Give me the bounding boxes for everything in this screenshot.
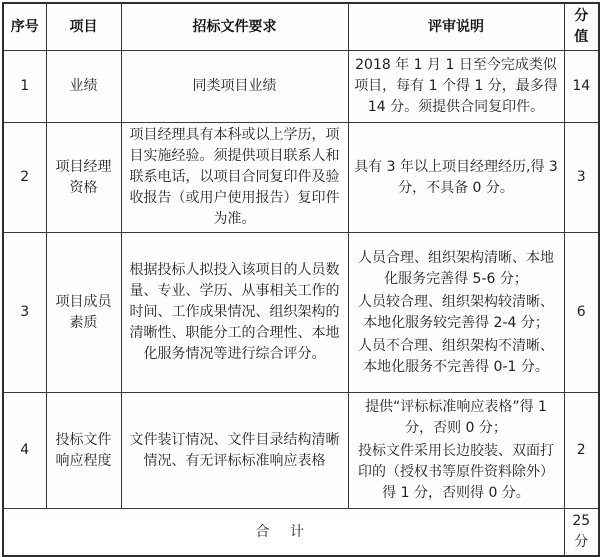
- review-paragraph: 人员合理、组织架构清晰、本地化服务完善得 5-6 分；: [358, 249, 554, 287]
- table-row-1: [3, 51, 599, 123]
- header-cell-requirement: 招标文件要求: [121, 3, 348, 51]
- no-cell: 4: [3, 393, 46, 509]
- table-row-3: [3, 233, 599, 393]
- item-cell: 投标文件响应程度: [46, 393, 121, 509]
- item-cell: 业绩: [46, 51, 121, 123]
- header-cell-no: 序号: [3, 3, 46, 51]
- table-row-2: [3, 123, 599, 233]
- review-cell: [348, 393, 564, 509]
- no-cell: 3: [3, 233, 46, 393]
- review-paragraph: 2018 年 1 月 1 日至今完成类似项目，每有 1 个得 1 分，最多得 14 分。须提供合同复印件。: [354, 57, 558, 115]
- score-cell: 2: [564, 393, 599, 509]
- item-cell: 项目成员素质: [46, 233, 121, 393]
- review-cell: [348, 233, 564, 393]
- requirement-cell: 同类项目业绩: [121, 51, 348, 123]
- score-cell: 3: [564, 123, 599, 233]
- review-paragraph: 投标文件采用长边胶装、双面打印的（授权书等原件资料除外）得 1 分，否则得 0 分。: [358, 443, 554, 501]
- header-cell-item: 项目: [46, 3, 121, 51]
- table-row-4: [3, 393, 599, 509]
- review-cell: [348, 51, 564, 123]
- item-cell: 项目经理资格: [46, 123, 121, 233]
- review-paragraph: 人员较合理、组织架构较清晰、本地化服务较完善得 2-4 分；: [358, 293, 554, 331]
- review-paragraph: 具有 3 年以上项目经理经历,得 3 分，不具备 0 分。: [354, 158, 558, 196]
- total-label-cell: 合 计: [3, 509, 564, 557]
- evaluation-criteria-table: [2, 2, 600, 557]
- score-cell: 14: [564, 51, 599, 123]
- total-row: [3, 509, 599, 557]
- header-cell-score: 分值: [564, 3, 599, 51]
- total-score-cell: 25 分: [564, 509, 599, 557]
- requirement-cell: 文件装订情况、文件目录结构清晰情况、有无评标标准响应表格: [121, 393, 348, 509]
- review-paragraph: 人员不合理、组织架构不清晰、本地化服务不完善得 0-1 分。: [358, 337, 554, 375]
- requirement-cell: 项目经理具有本科或以上学历，项目实施经验。须提供项目联系人和联系电话，以项目合同复印件及验收报告（或用户使用报告）复印件为准。: [121, 123, 348, 233]
- no-cell: 2: [3, 123, 46, 233]
- review-paragraph: 提供“评标标准响应表格”得 1 分，否则 0 分；: [365, 399, 547, 436]
- review-cell: [348, 123, 564, 233]
- requirement-cell: 根据投标人拟投入该项目的人员数量、专业、学历、从事相关工作的时间、工作成果情况、组织架构的清晰性、职能分工的合理性、本地化服务情况等进行综合评分。: [121, 233, 348, 393]
- no-cell: 1: [3, 51, 46, 123]
- score-cell: 6: [564, 233, 599, 393]
- header-cell-review: 评审说明: [348, 3, 564, 51]
- header-row: [3, 3, 599, 51]
